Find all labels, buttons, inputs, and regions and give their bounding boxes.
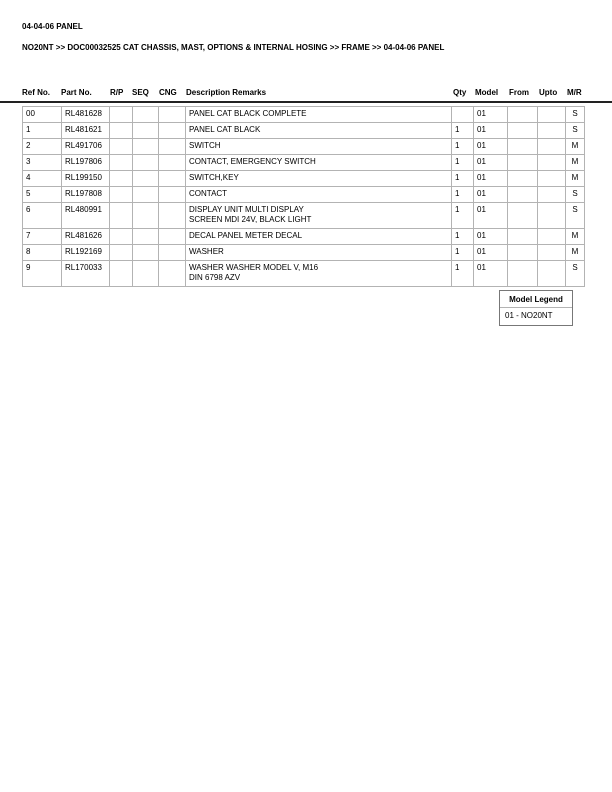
table-row (23, 107, 585, 123)
from-cell (508, 245, 538, 261)
model-cell: 01 (474, 155, 508, 171)
from-cell (508, 107, 538, 123)
description-cell: CONTACT (186, 187, 452, 203)
model-legend-title: Model Legend (500, 291, 572, 308)
description-cell: DECAL PANEL METER DECAL (186, 229, 452, 245)
breadcrumb: NO20NT >> DOC00032525 CAT CHASSIS, MAST, OPTIONS & INTERNAL HOSING >> FRAME >> 04-04-06 PANEL (22, 43, 445, 52)
seq-cell (133, 155, 159, 171)
col-header-qty: Qty (453, 88, 467, 97)
qty-cell: 1 (452, 187, 474, 203)
seq-cell (133, 171, 159, 187)
description-cell: PANEL CAT BLACK COMPLETE (186, 107, 452, 123)
rp-cell (110, 245, 133, 261)
upto-cell (538, 203, 566, 229)
table-row (23, 229, 585, 245)
qty-cell: 1 (452, 229, 474, 245)
cng-cell (159, 203, 186, 229)
ref-no-cell: 6 (23, 203, 62, 229)
cng-cell (159, 229, 186, 245)
description-cell: SWITCH,KEY (186, 171, 452, 187)
ref-no-cell: 9 (23, 261, 62, 287)
ref-no-cell: 4 (23, 171, 62, 187)
header-divider (0, 101, 612, 103)
upto-cell (538, 229, 566, 245)
rp-cell (110, 123, 133, 139)
description-line: DISPLAY UNIT MULTI DISPLAY (189, 205, 304, 214)
mr-cell: M (566, 229, 585, 245)
description-line: WASHER WASHER MODEL V, M16 (189, 263, 319, 272)
table-row (23, 261, 585, 287)
part-no-cell: RL199150 (62, 171, 110, 187)
cng-cell (159, 107, 186, 123)
model-cell: 01 (474, 203, 508, 229)
description-cell: WASHER (186, 245, 452, 261)
rp-cell (110, 139, 133, 155)
mr-cell: M (566, 139, 585, 155)
from-cell (508, 261, 538, 287)
upto-cell (538, 155, 566, 171)
table-row (23, 171, 585, 187)
rp-cell (110, 229, 133, 245)
from-cell (508, 171, 538, 187)
cng-cell (159, 171, 186, 187)
col-header-desc: Description Remarks (186, 88, 267, 97)
model-legend-item: 01 - NO20NT (505, 311, 553, 320)
model-cell: 01 (474, 245, 508, 261)
upto-cell (538, 245, 566, 261)
page-title: 04-04-06 PANEL (22, 22, 83, 31)
mr-cell: M (566, 171, 585, 187)
table-row (23, 155, 585, 171)
part-no-cell: RL481628 (62, 107, 110, 123)
col-header-rp: R/P (110, 88, 124, 97)
ref-no-cell: 3 (23, 155, 62, 171)
mr-cell: S (566, 261, 585, 287)
part-no-cell: RL491706 (62, 139, 110, 155)
from-cell (508, 187, 538, 203)
cng-cell (159, 245, 186, 261)
seq-cell (133, 139, 159, 155)
rp-cell (110, 187, 133, 203)
ref-no-cell: 1 (23, 123, 62, 139)
seq-cell (133, 123, 159, 139)
seq-cell (133, 203, 159, 229)
table-row (23, 123, 585, 139)
seq-cell (133, 261, 159, 287)
ref-no-cell: 2 (23, 139, 62, 155)
part-no-cell: RL170033 (62, 261, 110, 287)
mr-cell: M (566, 155, 585, 171)
qty-cell (452, 107, 474, 123)
cng-cell (159, 123, 186, 139)
model-legend (499, 290, 573, 326)
part-no-cell: RL197808 (62, 187, 110, 203)
model-cell: 01 (474, 139, 508, 155)
from-cell (508, 229, 538, 245)
part-no-cell: RL481621 (62, 123, 110, 139)
description-line: DIN 6798 AZV (189, 273, 241, 282)
cng-cell (159, 139, 186, 155)
table-row (23, 203, 585, 229)
rp-cell (110, 261, 133, 287)
rp-cell (110, 155, 133, 171)
part-no-cell: RL480991 (62, 203, 110, 229)
description-cell (186, 203, 452, 229)
qty-cell: 1 (452, 139, 474, 155)
parts-table (22, 106, 585, 287)
from-cell (508, 203, 538, 229)
model-cell: 01 (474, 187, 508, 203)
seq-cell (133, 107, 159, 123)
upto-cell (538, 107, 566, 123)
col-header-seq: SEQ (132, 88, 149, 97)
ref-no-cell: 8 (23, 245, 62, 261)
model-cell: 01 (474, 171, 508, 187)
col-header-upto: Upto (539, 88, 558, 97)
qty-cell: 1 (452, 123, 474, 139)
qty-cell: 1 (452, 155, 474, 171)
mr-cell: M (566, 245, 585, 261)
part-no-cell: RL197806 (62, 155, 110, 171)
upto-cell (538, 123, 566, 139)
upto-cell (538, 171, 566, 187)
mr-cell: S (566, 107, 585, 123)
part-no-cell: RL481626 (62, 229, 110, 245)
col-header-from: From (509, 88, 529, 97)
mr-cell: S (566, 187, 585, 203)
from-cell (508, 155, 538, 171)
description-cell: SWITCH (186, 139, 452, 155)
seq-cell (133, 187, 159, 203)
description-line: SCREEN MDI 24V, BLACK LIGHT (189, 215, 312, 224)
description-cell: PANEL CAT BLACK (186, 123, 452, 139)
cng-cell (159, 261, 186, 287)
seq-cell (133, 229, 159, 245)
col-header-model: Model (475, 88, 499, 97)
model-cell: 01 (474, 261, 508, 287)
cng-cell (159, 187, 186, 203)
rp-cell (110, 107, 133, 123)
table-row (23, 139, 585, 155)
col-header-part: Part No. (61, 88, 92, 97)
parts-table-body (23, 107, 585, 287)
upto-cell (538, 187, 566, 203)
from-cell (508, 123, 538, 139)
upto-cell (538, 261, 566, 287)
qty-cell: 1 (452, 261, 474, 287)
description-cell (186, 261, 452, 287)
from-cell (508, 139, 538, 155)
rp-cell (110, 171, 133, 187)
seq-cell (133, 245, 159, 261)
mr-cell: S (566, 203, 585, 229)
ref-no-cell: 7 (23, 229, 62, 245)
qty-cell: 1 (452, 203, 474, 229)
qty-cell: 1 (452, 245, 474, 261)
mr-cell: S (566, 123, 585, 139)
description-cell: CONTACT, EMERGENCY SWITCH (186, 155, 452, 171)
col-header-ref: Ref No. (22, 88, 50, 97)
rp-cell (110, 203, 133, 229)
table-row (23, 245, 585, 261)
model-cell: 01 (474, 107, 508, 123)
upto-cell (538, 139, 566, 155)
table-row (23, 187, 585, 203)
model-cell: 01 (474, 123, 508, 139)
qty-cell: 1 (452, 171, 474, 187)
cng-cell (159, 155, 186, 171)
col-header-cng: CNG (159, 88, 177, 97)
ref-no-cell: 00 (23, 107, 62, 123)
model-cell: 01 (474, 229, 508, 245)
ref-no-cell: 5 (23, 187, 62, 203)
col-header-mr: M/R (567, 88, 582, 97)
part-no-cell: RL192169 (62, 245, 110, 261)
